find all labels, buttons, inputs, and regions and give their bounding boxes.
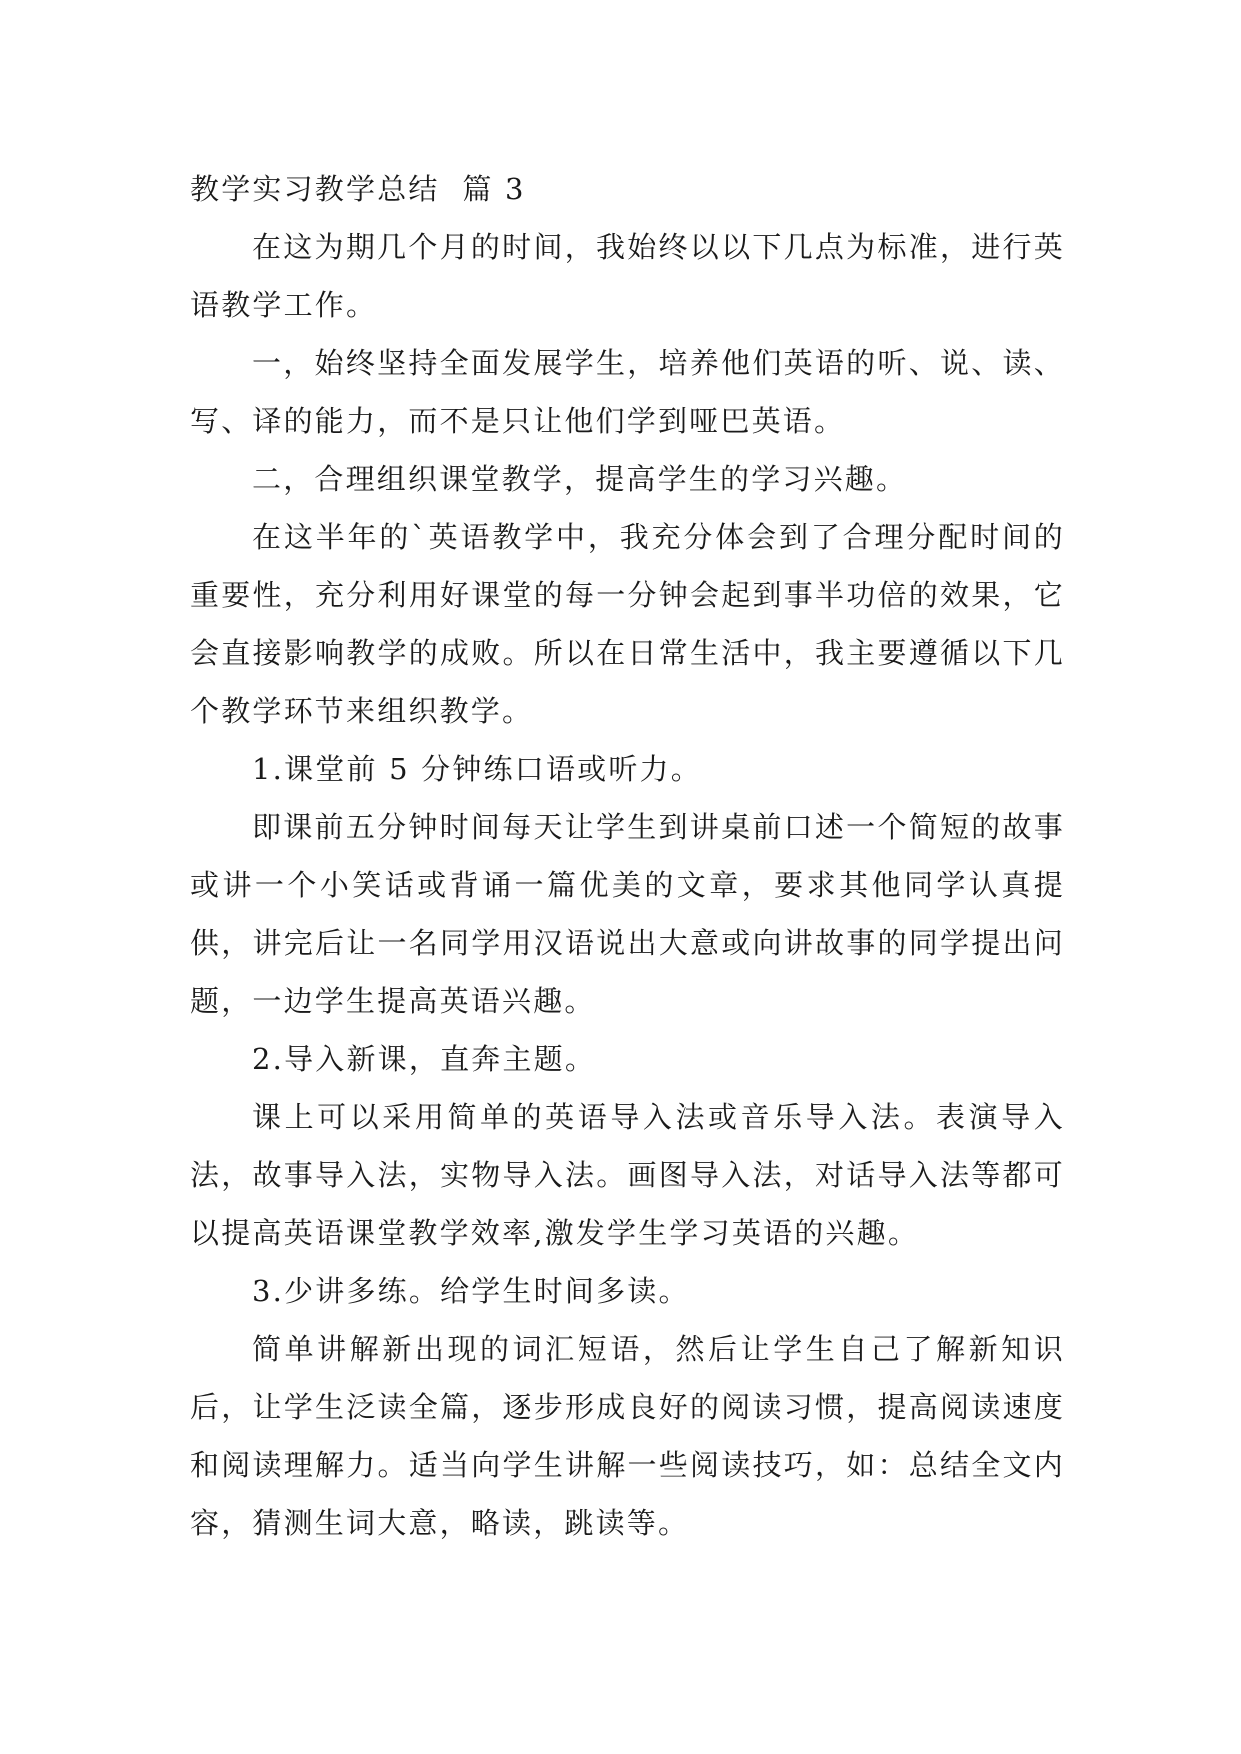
paragraph-step-three-heading: 3.少讲多练。给学生时间多读。 xyxy=(252,1274,690,1308)
paragraph-step-one-detail: 即课前五分钟时间每天让学生到讲桌前口述一个简短的故事或讲一个小笑话或背诵一篇优美的文章，要求其他同学认真提供，讲完后让一名同学用汉语说出大意或向讲故事的同学提出问题，一边学生提高英语兴趣。 xyxy=(190,810,1065,1018)
paragraph-point-two: 二，合理组织课堂教学，提高学生的学习兴趣。 xyxy=(252,462,908,496)
paragraph-step-three-detail: 简单讲解新出现的词汇短语，然后让学生自己了解新知识后，让学生泛读全篇，逐步形成良好的阅读习惯，提高阅读速度和阅读理解力。适当向学生讲解一些阅读技巧，如：总结全文内容，猜测生词大意，略读，跳读等。 xyxy=(190,1332,1065,1540)
paragraph-step-two-detail: 课上可以采用简单的英语导入法或音乐导入法。表演导入法，故事导入法，实物导入法。画图导入法，对话导入法等都可以提高英语课堂教学效率,激发学生学习英语的兴趣。 xyxy=(190,1100,1065,1250)
document-title: 教学实习教学总结 篇 3 xyxy=(190,172,526,206)
paragraph-intro: 在这为期几个月的时间，我始终以以下几点为标准，进行英语教学工作。 xyxy=(190,230,1065,322)
paragraph-point-one: 一，始终坚持全面发展学生，培养他们英语的听、说、读、写、译的能力，而不是只让他们学到哑巴英语。 xyxy=(190,346,1065,438)
paragraph-step-one-heading: 1.课堂前 5 分钟练口语或听力。 xyxy=(252,752,702,786)
paragraph-time-management: 在这半年的`英语教学中，我充分体会到了合理分配时间的重要性，充分利用好课堂的每一分钟会起到事半功倍的效果，它会直接影响教学的成败。所以在日常生活中，我主要遵循以下几个教学环节来组织教学。 xyxy=(190,520,1065,728)
paragraph-step-two-heading: 2.导入新课，直奔主题。 xyxy=(252,1042,597,1076)
document-body xyxy=(190,160,1065,1552)
